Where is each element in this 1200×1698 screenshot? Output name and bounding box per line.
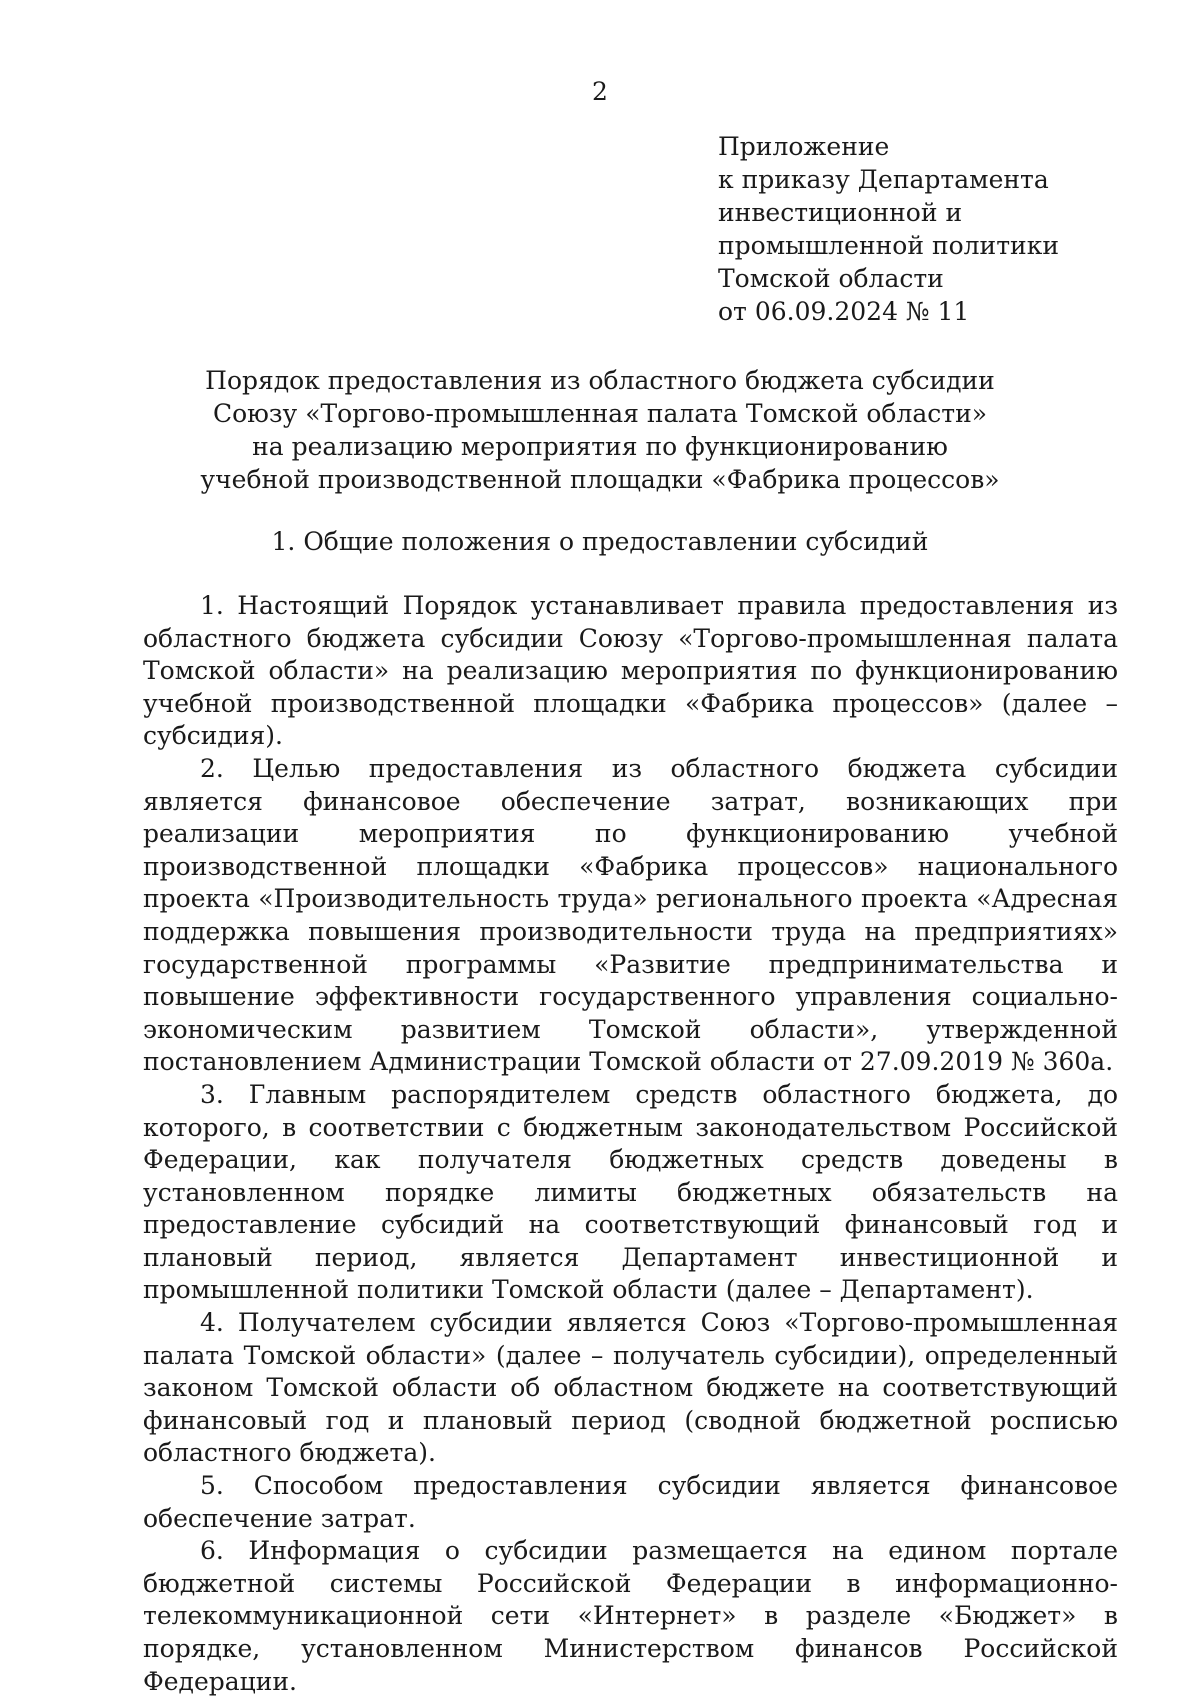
- title-line: Союзу «Торгово-промышленная палата Томской области»: [212, 399, 988, 428]
- paragraph-6: 6. Информация о субсидии размещается на едином портале бюджетной системы Российской Федерации в информационно-телекоммуникационной сети «Интернет» в разделе «Бюджет» в порядке, установленном Министерством финансов Российской Федерации.: [143, 1536, 1118, 1696]
- title-line: Порядок предоставления из областного бюджета субсидии: [205, 366, 995, 395]
- document-title: [0, 364, 1200, 496]
- paragraph-4: 4. Получателем субсидии является Союз «Торгово-промышленная палата Томской области» (далее – получатель субсидии), определенный законом Томской области об областном бюджете на соответствующий финансовый год и плановый период (сводной бюджетной росписью областного бюджета).: [143, 1308, 1118, 1468]
- appendix-line: от 06.09.2024 № 11: [718, 297, 970, 326]
- appendix-line: инвестиционной и: [718, 198, 963, 227]
- appendix-line: к приказу Департамента: [718, 165, 1049, 194]
- appendix-line: Томской области: [718, 264, 944, 293]
- appendix-line: промышленной политики: [718, 231, 1060, 260]
- appendix-line: Приложение: [718, 132, 890, 161]
- section-heading: 1. Общие положения о предоставлении субсидий: [271, 527, 929, 556]
- paragraph-3: 3. Главным распорядителем средств областного бюджета, до которого, в соответствии с бюджетным законодательством Российской Федерации, как получателя бюджетных средств доведены в установленном порядке лимиты бюджетных обязательств на предоставление субсидий на соответствующий финансовый год и плановый период, является Департамент инвестиционной и промышленной политики Томской области (далее – Департамент).: [143, 1079, 1118, 1305]
- paragraph-2: 2. Целью предоставления из областного бюджета субсидии является финансовое обеспечение затрат, возникающих при реализации мероприятия по функционированию учебной производственной площадки «Фабрика процессов» национального проекта «Производительность труда» регионального проекта «Адресная поддержка повышения производительности труда на предприятиях» государственной программы «Развитие предпринимательства и повышение эффективности государственного управления социально-экономическим развитием Томской области», утвержденной постановлением Администрации Томской области от 27.09.2019 № 360а.: [143, 753, 1118, 1077]
- page-number: 2: [592, 77, 608, 106]
- appendix-block: [718, 130, 1158, 328]
- title-line: на реализацию мероприятия по функционированию: [252, 432, 948, 461]
- paragraph-1: 1. Настоящий Порядок устанавливает правила предоставления из областного бюджета субсидии Союзу «Торгово-промышленная палата Томской области» на реализацию мероприятия по функционированию учебной производственной площадки «Фабрика процессов» (далее – субсидия).: [143, 591, 1118, 751]
- body-text: [143, 590, 1118, 1698]
- title-line: учебной производственной площадки «Фабрика процессов»: [200, 465, 1000, 494]
- paragraph-5: 5. Способом предоставления субсидии является финансовое обеспечение затрат.: [143, 1471, 1118, 1533]
